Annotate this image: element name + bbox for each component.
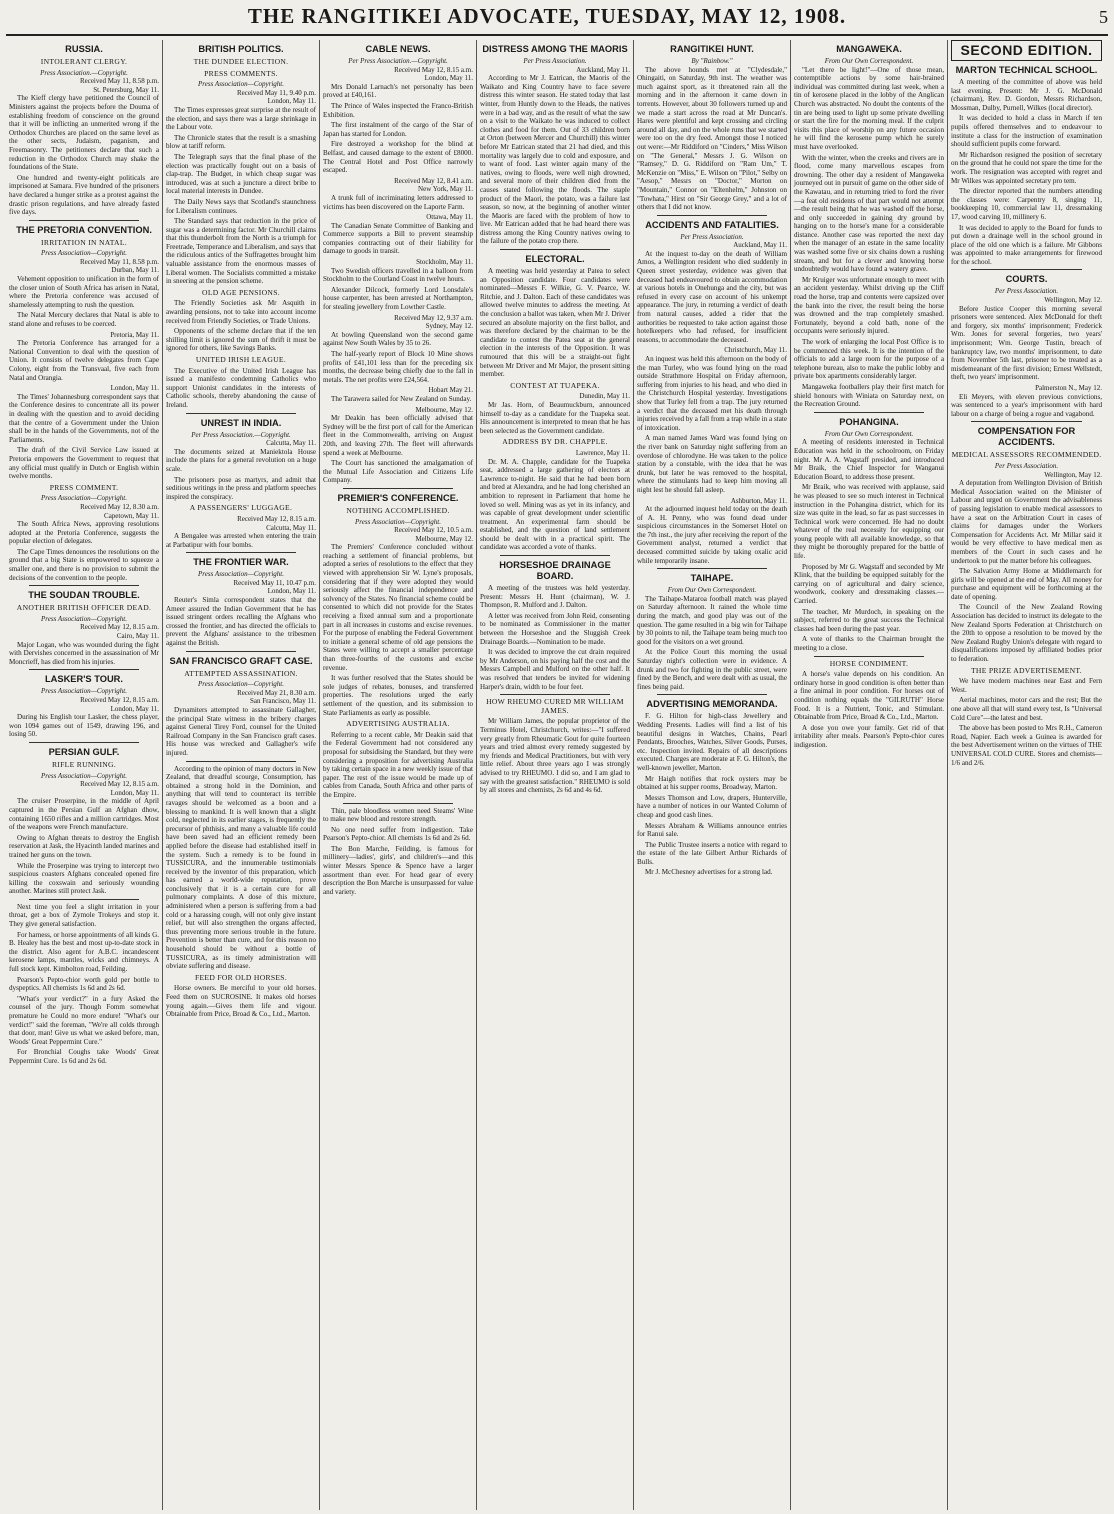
paragraph: Dr. M. A. Chapple, candidate for the Tuapeka seat, addressed a large gathering of electors at Lawrence to-night. He said that he had been born and bred at Alexandra, and he had long cherished an ambition to represent in Parliament that home he loved so well. Mining was as yet in its infancy, and was capable of great development under scientific treatment. An experimental farm should be established, and the question of land settlement should be dealt with in a practical spirit. The candidate was accorded a vote of thanks. [480, 457, 630, 552]
headline-rangitikei-hunt: RANGITIKEI HUNT. [670, 44, 754, 54]
divider [29, 669, 139, 670]
paragraph: The Premiers' Conference concluded without reaching a settlement of financial problems, but adopted a series of resolutions to the effect that they viewed with apprehension Sir W. Lyne's proposals, considering that if they were adopted they would seriously affect the financial independence and solvency of the States. No financial scheme could be consented to which did not provide for the States receiving a fixed annual sum and a proportionate part in all increases in customs and excise revenues. For the purpose of enabling the Federal Government to initiate a general scheme of old age pensions the States were willing to accept a smaller percentage than three-fourths of the customs and excise revenue. [323, 543, 473, 672]
dateline: Stockholm, May 11. [416, 258, 473, 267]
subhead: OLD AGE PENSIONS. [202, 287, 280, 297]
column-5 [634, 40, 791, 1510]
subhead: RIFLE RUNNING. [51, 759, 117, 769]
paragraph: The Natal Mercury declares that Natal is able to stand alone and refuses to be coerced. [9, 311, 159, 329]
divider [971, 269, 1082, 270]
divider [343, 488, 453, 489]
subhead: THE DUNDEE ELECTION. [193, 57, 289, 66]
paragraph: It was decided to apply to the Board for funds to put down a drainage well in the school ground in place of the old one which is a failure. Mr Gibbons was appointed to make arrangements for firewood for the school. [951, 223, 1102, 266]
subhead: INTOLERANT CLERGY. [40, 57, 128, 66]
paragraph: Thin, pale bloodless women need Steams' Wine to make new blood and restore strength. [323, 806, 473, 824]
subhead: NOTHING ACCOMPLISHED. [346, 505, 450, 515]
paragraph: Major Logan, who was wounded during the fight with Dervishes concerned in the assassination of Mr Moncrieff, has died from his injuries. [9, 640, 159, 666]
credit-line: Press Association—Copyright. [41, 494, 127, 503]
divider [657, 568, 767, 569]
paragraph: "What's your verdict?" in a fury Asked the counsel of the jury. Though Fomm somewhat premature he Could no more endure! "What's our verdict!" said the foreman, "We're all colds through that door, man! Give us what we asked before, man, Woods' Great Peppermint Cure." [9, 994, 159, 1046]
paragraph: An inquest was held this afternoon on the body of the man Turley, who was found lying on the road outside Strathmore Hospital on Friday afternoon, suffering from injuries to his head, and who died in the Christchurch Hospital yesterday. Investigations show that Turley fell from a trap. The jury returned a verdict that the deceased met his death through injuries received by a fall from a trap while in a state of intoxication. [637, 355, 787, 432]
paragraph: The half-yearly report of Block 10 Mine shows profits of £41,101 less than for the preceding six months, the decrease being chiefly due to the fall in metals. The net profits were £24,564. [323, 350, 473, 384]
dateline: Durban, May 11. [111, 266, 159, 275]
paragraph: A meeting was held yesterday at Patea to select an Opposition candidate. Four candidates were nominated—Messrs F. Wilkie, G. V. Pearce, W. Ritchie, and J. Dalton. Each of these candidates was allowed twelve minutes to address the meeting. At the conclusion a ballot was taken, when Mr J. Driver secured an absolute majority on the first ballot, and was therefore declared by the chairman to be the candidate to contest the Patea seat at the general election in the interests of the Opposition. It was rumoured that this will be a straight-out fight between Mr Driver and Mr Major, the present sitting member. [480, 267, 630, 379]
divider [814, 656, 924, 657]
paragraph: A man named James Ward was found lying on the river bank on Saturday night suffering from an overdose of chlorodyne. He was taken to the police station by a constable, with the idea that he was drunk, but later he was removed to the hospital, where the stimulants had to keep him moving all night lest he should fall asleep. [637, 434, 787, 494]
column-1 [6, 40, 163, 1510]
paragraph: Referring to a recent cable, Mr Deakin said that the Federal Government had not considered any proposal for subsidising the Standard, but they were considering a proposition for advertising Australia by taking certain space in a new weekly issue of that paper. The rest of the issue would be made up of cables from Canada, South Africa and other parts of the Empire. [323, 730, 473, 799]
paragraph: The Prince of Wales inspected the Franco-British Exhibition. [323, 101, 473, 119]
headline-graft-case: SAN FRANCISCO GRAFT CASE. [169, 655, 313, 666]
paragraph: A meeting of the trustees was held yesterday. Present: Messrs H. Hunt (chairman), W. J. Thompson, R. Mulford and J. Dalton. [480, 584, 630, 610]
headline-compensation: COMPENSATION FOR ACCIDENTS. [977, 426, 1076, 448]
paragraph: It was decided to hold a class in March if ten pupils offered themselves and to endeavour to institute a class for the instruction of examination should sufficient pupils come forward. [951, 114, 1102, 149]
paragraph: Before Justice Cooper this morning several prisoners were sentenced. Alex McDonald for theft and forgery, six months' imprisonment; Frederick Wm. Jones for several forgeries, two years' imprisonment; Wm. George Tustin, breach of bankruptcy law, two months' imprisonment, to date from November 5th last, prisoner to be treated as a misdemeanant of the first division; Ernest Wellstedt, theft, two years' imprisonment. [951, 304, 1102, 382]
headline-cable-news: CABLE NEWS. [365, 44, 431, 54]
paragraph: Mr Richardson resigned the position of secretary on the ground that he could not spare the time for the work. The resignation was accepted with regret and Mr Wilkes was appointed secretary pro tem. [951, 150, 1102, 185]
dateline: Dunedin, May 11. [579, 392, 630, 401]
paragraph: At bowling Queensland won the second game against New South Wales by 35 to 26. [323, 330, 473, 348]
dateline: Received May 12, 8.30 a.m. [80, 502, 159, 511]
paragraph: Horse owners. Be merciful to your old horses. Feed them on SUCROSINE. It makes old horses young again.—Gives them life and vigour. Obtainable from Price, Broad & Co., Ltd., Marton. [166, 984, 316, 1019]
paragraph: The Public Trustee inserts a notice with regard to the estate of the late Gilbert Arthur Richards of Bulls. [637, 840, 787, 866]
divider [500, 694, 610, 695]
paragraph: We have modern machines near East and Fern West. [951, 677, 1102, 694]
dateline: Received May 11, 8.58 p.m. [79, 77, 159, 86]
paragraph: Messrs Thomson and Low, drapers, Hunterville, have a number of notices in our Wanted Column of cheap and good cash lines. [637, 793, 787, 819]
credit-line: From Our Own Correspondent. [667, 586, 757, 595]
divider [500, 249, 610, 250]
paragraph: The South Africa News, approving resolutions adopted at the Pretoria Conference, suggests the popular election of delegates. [9, 520, 159, 546]
paragraph: A meeting of residents interested in Technical Education was held in the schoolroom, on Friday night. Mr A. A. Wagstaff presided, and introduced Mr Braik, the Chief Inspector for Wanganui Education Board, to address those present. [794, 438, 944, 481]
divider [186, 552, 296, 553]
divider [29, 899, 139, 900]
paragraph: Pearson's Pepto-chior worth gold per bottle to dyspeptics. All chemists 1s 6d and 2s 6d. [9, 975, 159, 993]
dateline: Hobart May 21. [428, 386, 473, 395]
paragraph: The Council of the New Zealand Rowing Association has decided to instruct its delegate to the New Zealand Sports Federation at Christchurch on the 20th to oppose a resolution to be moved by the New Zealand Rugby Union's delegate with regard to disqualifications imposed by affiliated bodies prior to federation. [951, 603, 1102, 664]
paragraph: The Pretoria Conference has arranged for a National Convention to deal with the question of Union. It consists of twelve delegates from Cape Colony, eight from the Transvaal, five each from Natal and Orangia. [9, 339, 159, 382]
divider [657, 215, 767, 216]
divider [29, 220, 139, 221]
headline-premiers-conference: PREMIER'S CONFERENCE. [337, 492, 459, 503]
credit-line: From Our Own Correspondent. [824, 429, 914, 438]
subhead: ADVERTISING AUSTRALIA. [346, 719, 450, 729]
divider [29, 585, 139, 586]
subhead: PRESS COMMENT. [49, 482, 119, 492]
subhead: A PASSENGERS' LUGGAGE. [189, 503, 293, 513]
byline: By "Rainbow." [691, 57, 733, 65]
headline-advertising-memoranda: ADVERTISING MEMORANDA. [646, 699, 778, 710]
dateline: Received May 12, 8.15 a.m. [80, 623, 159, 632]
paragraph: Next time you feel a slight irritation in your throat, get a box of Zymole Trokeys and stop it. They give general satisfaction. [9, 902, 159, 929]
dateline: Ottawa, May 11. [426, 213, 473, 222]
paragraph: Mr J. McChesney advertises for a strong lad. [645, 868, 773, 877]
paragraph: The draft of the Civil Service Law issued at Pretoria empowers the Government to request that any official must qualify in Dutch or English within twelve months. [9, 446, 159, 481]
credit-line: Press Association.—Copyright. [40, 68, 128, 77]
paragraph: It was further resolved that the States should be sole judges of rebates, bonuses, and transferred properties. The resolutions urged the early settlement of the question, and its submission to State Parliaments as early as possible. [323, 674, 473, 717]
paragraph: The Executive of the United Irish League has issued a manifesto condemning Catholics who support Unionist candidates in the interests of Catholic schools, thereby abandoning the cause of Ireland. [166, 366, 316, 409]
headline-british-politics: BRITISH POLITICS. [198, 44, 284, 54]
paragraph: The Standard says that reduction in the price of sugar was a determining factor. Mr Churchill claims that this thunderbolt from the North is a triumph for Freetrade, Temperance and Liberalism, and says that the ridiculous antics of the Suffragettes brought him valuable assistance from the enormous masses of Liberal women. The Socialists committed a mistake in sneering at the pension scheme. [166, 217, 316, 286]
paragraph: A deputation from Wellington Division of British Medical Association waited on the Minister of Labour and urged on Government the advisableness of passing legislation to enable medical assessors to have a seat on the Arbitration Court in cases of claims for damages under the Workers Compensation for Accidents Act. Mr Millar said it would be very effective to have medical men as members of the Court in such cases and he undertook to put the matter before his colleagues. [951, 479, 1102, 565]
paragraph: The Telegraph says that the final phase of the election was practically fought out on a basis of clap-trap. The Budget, in which cheap sugar was introduced, was at such a juncture a direct bribe to local material interests in Dundee. [166, 152, 316, 196]
dateline: Received May 21, 8.30 a.m. [237, 688, 316, 697]
paragraph: Opponents of the scheme declare that if the ten shilling limit is ignored the sum of thrift it must be ignored for others, like Savings Banks. [166, 327, 316, 353]
paragraph: Owing to Afghan threats to destroy the English reservation at Jask, the Hyacinth landed marines and trained her guns on the town. [9, 833, 159, 859]
paragraph: Mrs Donald Larnach's net personalty has been proved at £40,161. [323, 82, 473, 100]
column-6 [791, 40, 948, 1510]
paragraph: The Bon Marche, Feilding, is famous for millinery—ladies', girls', and children's—and this winter Messrs Spence & Spence have a larger assortment than ever. For head gear of every description the Bon Marche is unsurpassed for value and variety. [323, 844, 473, 896]
credit-line: Press Association—Copyright. [198, 570, 284, 579]
paragraph: It was decided to improve the cut drain required by Mr Anderson, on his paying half the cost and the Messrs Campbell and Mulford on the other half. It was resolved that tenders be invited for widening Harper's drain, width to be four feet. [480, 648, 630, 691]
paragraph: The Cape Times denounces the resolutions on the ground that a big State is empowered to squeeze a smaller one, and there is no provision to submit the decisions of the convention to the people. [9, 547, 159, 582]
paragraph: The Chronicle states that the result is a smashing blow at tariff reform. [166, 133, 316, 151]
paragraph: Mr Jas. Horn, of Beaumuckburn, announced himself to-day as a candidate for the Tuapeka seat. His announcement is interpreted to mean that he has been selected as the Government candidate. [480, 400, 630, 435]
headline-courts: COURTS. [1005, 274, 1048, 285]
headline-frontier-war: THE FRONTIER WAR. [193, 557, 289, 568]
subhead: IRRITATION IN NATAL. [41, 237, 127, 247]
paragraph: Mangaweka footballers play their first match for shield honours with Winiata on Saturday next, on the Recreation Ground. [794, 382, 944, 409]
dateline: Lawrence, May 11. [575, 448, 630, 457]
dateline: Auckland, May 11. [733, 241, 787, 250]
subhead: UNITED IRISH LEAGUE. [195, 355, 287, 364]
dateline: London, May 11. [110, 788, 159, 797]
credit-line: Press Association—Copyright. [198, 680, 284, 689]
subhead: FEED FOR OLD HORSES. [194, 972, 288, 982]
credit-line: Press Association—Copyright. [41, 614, 127, 623]
paragraph: With the winter, when the creeks and rivers are in flood, come many marvellous escapes from drowning. The other day a resident of Mangaweka journeyed out in pursuit of game on the other side of the Kawatau, and in returning tried to ford the river—a feat old residents of that part would not attempt—the result being that he was washed off the horse, and only succeeded in gaining dry ground by hanging on to the horse's mane for a considerable distance. Another case was reported the next day when the manager of an estate in the same locality was washed some five or six chains down a rushing stream, and but for a clever and knowing horse undoubtedly would have found a watery grave. [794, 153, 944, 274]
paragraph: The Daily News says that Scotland's staunchness for Liberalism continues. [166, 197, 316, 215]
subhead: HORSE CONDIMENT. [829, 658, 909, 668]
column-4 [477, 40, 634, 1510]
dateline: London, May 11. [110, 384, 159, 393]
credit-line: Press Association—Copyright. [355, 517, 441, 526]
dateline: New York, May 11. [418, 185, 473, 194]
paragraph: The Times expresses great surprise at the result of the election, and says there was a large shrinkage in the Labour vote. [166, 105, 316, 132]
paragraph: The work of enlarging the local Post Office is to be commenced this week. It is the intention of the officials to add a large room for the purpose of a telephone bureau, also to make the public lobby and private box apartments considerably larger. [794, 338, 944, 381]
headline-persian-gulf: PERSIAN GULF. [48, 746, 120, 757]
credit-line: Per Press Association. [523, 57, 587, 65]
subhead: ADDRESS BY DR. CHAPPLE. [502, 437, 608, 447]
paragraph: According to the opinion of many doctors in New Zealand, that dreadful scourge, Consumption, has obtained a strong hold in the Dominion, and anything that will tend to counteract its terrible ravages should be welcomed as a boon and a blessing to mankind. It is well known that a slight cold, neglected in its earlier stages, is frequently the precursor of phthisis, and many a valuable life could have been saved had an efficient remedy been applied before the disease had established itself in the system. Such a remedy is to be found in TUSSICURA, and the innumerable testimonials received by the inventor of this preparation, which has earned a world-wide reputation, prove conclusively that it is a certain cure for all pulmonary complaints. A dose of this mixture, administered when a person is suffering from a bad cold or a harassing cough, will not only give instant relief, but will also strengthen the organs affected, thus preventing more serious trouble in the future. Prevention is better than cure, and for this reason no household should be without a bottle of TUSSICURA, as its timely administration will obviate suffering and disease. [166, 764, 316, 971]
subhead: HOW RHEUMO CURED MR WILLIAM JAMES. [486, 697, 624, 715]
dateline: Received May 12, 8.15 a.m. [80, 780, 159, 789]
dateline: Christchurch, May 11. [724, 346, 787, 355]
headline-maori-distress: DISTRESS AMONG THE MAORIS [482, 44, 628, 54]
dateline: London, May 11. [424, 74, 473, 83]
dateline: Received May 12, 9.37 a.m. [394, 313, 473, 322]
paragraph: For harness, or horse appointments of all kinds G. B. Healey has the best and most up-to-date stock in the district. Also agent for A.B.C. incandescent kerosene lamps, mantles, wicks and chimneys. A full stock kept. Kimbolton road, Feilding. [9, 930, 159, 974]
headline-soudan: THE SOUDAN TROUBLE. [28, 590, 140, 601]
credit-line: Press Association—Copyright. [41, 687, 127, 696]
paragraph: The cruiser Proserpine, in the middle of April captured in the Persian Gulf an Afghan dhow, containing 1650 rifles and a million cartridges. Most of the weapons were French manufacture. [9, 797, 159, 832]
page-number: 5 [1099, 7, 1108, 27]
paragraph: Two Swedish officers travelled in a balloon from Stockholm to the Courland Coast in twelve hours. [323, 266, 473, 284]
subhead: MEDICAL ASSESSORS RECOMMENDED. [951, 450, 1102, 460]
dateline: Received May 11, 8.58 p.m. [79, 257, 159, 266]
paragraph: One hundred and twenty-eight politicals are imprisoned at Samara. Five hundred of the prisoners have declared a hunger strike as a protest against the drastic prison regulations, and have already fasted five days. [9, 173, 159, 217]
paragraph: Mr Deakin has been officially advised that Sydney will be the first port of call for the American fleet in the Commonwealth, arriving on August 20th, and leaving 27th. The fleet will afterwards spend a week at Melbourne. [323, 414, 473, 457]
credit-line: Per Press Association.—Copyright. [191, 430, 291, 439]
paragraph: Mr Haigh notifies that rock oysters may be obtained at his supper rooms, Broadway, Marton. [637, 774, 787, 792]
dateline: London, May 11. [110, 704, 159, 713]
dateline: Received May 11, 9.40 p.m. [236, 88, 316, 97]
paragraph: The Court has sanctioned the amalgamation of the Mutual Life Association and Citizens Life Company. [323, 459, 473, 485]
dateline: Melbourne, May 12. [415, 534, 473, 543]
credit-line: From Our Own Correspondent. [824, 57, 914, 65]
headline-unrest-india: UNREST IN INDIA. [200, 417, 282, 428]
paragraph: For Bronchial Coughs take Woods' Great Peppermint Cure. 1s 6d and 2s 6d. [9, 1048, 159, 1065]
subhead: THE PRIZE ADVERTISEMENT. [970, 665, 1082, 675]
dateline: London, May 11. [267, 587, 316, 596]
paragraph: Alexander Dilcock, formerly Lord Lonsdale's house carpenter, has been arrested at Northampton, for stealing jewellery from Lowther Castle. [323, 285, 473, 312]
dateline: Received May 12, 8.15 a.m. [394, 65, 473, 74]
masthead [6, 4, 1108, 36]
dateline: Pretoria, May 11. [110, 330, 159, 339]
dateline: Received May 12, 10.5 a.m. [394, 526, 473, 535]
paragraph: Mr Kruiger was unfortunate enough to meet with an accident yesterday. Whilst driving up the Cliff road the horse, trap and contents were capsized over the bank into the river, the result being the horse was drowned and the trap completely smashed. Fortunately, beyond a cold bath, none of the occupants were seriously injured. [794, 275, 944, 336]
headline-mangaweka: MANGAWEKA. [836, 44, 902, 54]
dateline: London, May 11. [267, 97, 316, 106]
divider [657, 694, 767, 695]
column-2 [163, 40, 320, 1510]
subhead: CONTEST AT TUAPEKA. [510, 380, 600, 390]
paragraph: At the Police Court this morning the usual Saturday night's collection were in evidence. A drunk and two for fighting in the public street, were fined by the Bench, and were dealt with as usual, the fines being paid. [637, 648, 787, 691]
dateline: Received May 11, 10.47 p.m. [233, 578, 316, 587]
paragraph: The teacher, Mr Murdoch, in speaking on the subject, referred to the great success the Technical classes had been during the past year. [794, 607, 944, 633]
credit-line: Press Association—Copyright. [198, 80, 284, 89]
paragraph: A letter was received from John Reid, consenting to be nominated as Commissioner in the matter between the Horseshoe and the Sluggish Creek Drainage Boards.—Nomination to be made. [480, 611, 630, 646]
dateline: Wellington, May 12. [1044, 470, 1102, 479]
paragraph: At the inquest to-day on the death of William Amos, a Wellington resident who died suddenly in Queen street yesterday, evidence was given that deceased had endeavoured to obtain accommodation at various hotels in Onehunga and the city, but was refused in every case on account of his unkempt appearance. The jury, in returning a verdict of death from natural causes, added a rider that the authorities be requested to take action against those hotelkeepers who had refused, for insufficient reasons, to accommodate the deceased. [637, 249, 787, 344]
dateline: Wellington, May 12. [1044, 296, 1102, 305]
subhead: ATTEMPTED ASSASSINATION. [184, 668, 298, 678]
paragraph: Proposed by Mr G. Wagstaff and seconded by Mr Klink, that the building be equipped suitably for the carrying on of agricultural and dairy science, woodwork, cookery and dressmaking classes.—Carried. [794, 562, 944, 606]
second-edition-banner: SECOND EDITION. [951, 40, 1102, 61]
credit-line: Per Press Association.—Copyright. [348, 57, 448, 65]
paragraph: A Bengalee was arrested when entering the train at Parbatipur with four bombs. [166, 532, 316, 549]
credit-line: Per Press Association. [994, 461, 1059, 470]
paragraph: The Kieff clergy have petitioned the Council of Ministers against the projects before the Douma of establishing freedom of conscience on the ground that it will be inflicting an unmerited wrong if the Orthodox Churches are placed on the same level as the other sects, Judaism, paganism, and Freemasonry. The petitioners declare that such a reduction in the Orthodox Church may shake the foundations of the State. [9, 94, 159, 172]
paragraph: The Canadian Senate Committee of Banking and Commerce supports a Bill to prevent steamship companies contracting out of their liability for damage to goods in transit. [323, 221, 473, 256]
paragraph: F. G. Hilton for high-class Jewellery and Wedding Presents. Ladies will find a list of his beautiful designs in Watches, Chains, Pearl Pendants, Brooches, Watches, Silver Goods, Purses, etc. Inspection invited. Repairs of all descriptions executed. Charges are moderate at F. G. Hilton's, the well-known jeweller, Marton. [637, 712, 787, 772]
dateline: Received May 12, 8.41 a.m. [394, 176, 473, 185]
column-7 [948, 40, 1105, 1510]
paragraph: During his English tour Lasker, the chess player, won 1094 games out of 1549, drawing 196, and losing 50. [9, 713, 159, 739]
dateline: Palmerston N., May 12. [1035, 384, 1102, 392]
headline-lasker: LASKER'S TOUR. [45, 674, 123, 685]
dateline: Capetown, May 11. [104, 511, 159, 520]
dateline: Received May 12, 8.15 a.m. [237, 514, 316, 523]
paragraph: At the adjourned inquest held today on the death of A. H. Penny, who was found dead under suspicious circumstances in the Somerset Hotel on the 7th inst., the jury after receiving the report of the Government analyst, returned a verdict that deceased committed suicide by taking oxalic acid while temporarily insane. [637, 505, 787, 565]
paragraph: Reuter's Simla correspondent states that the Ameer assured the Indian Government that he has issued stringent orders recalling the Afghans who crossed the frontier, and has directed the officials to prevent the Afghans' assistance to the tribesmen against the British. [166, 596, 316, 648]
paragraph: Mr William James, the popular proprietor of the Terminus Hotel, Christchurch, writes:—"I suffered very greatly from Rheumatic Gout for quite fourteen years and tried almost every remedy suggested by my friends and Medical Practitioners, but with very little relief. About three years ago I was strongly advised to try RHEUMO. I did so, and I am glad to say with the greatest satisfaction." RHEUMO is sold by all stores and chemists, 2s 6d and 4s 6d. [480, 717, 630, 795]
dateline: Auckland, May 11. [576, 65, 630, 74]
dateline: San Francisco, May 11. [249, 697, 316, 706]
dateline: Ashburton, May 11. [730, 496, 787, 505]
columns [6, 40, 1108, 1510]
paragraph: The Times' Johannesburg correspondent says that the Conference desires to concentrate all its power in dealing with the question and to avoid deciding that the centre of a Government under the Union shall be in the hands of the Governments, not of the Parliaments. [9, 392, 159, 444]
dateline: Sydney, May 12. [425, 322, 473, 331]
paragraph: A meeting of the committee of above was held last evening. Present: Mr J. G. McDonald (chairman), Rev. D. Gordon, Messrs Richardson, Mossman, Dulby, Purnell, Wilkes (local director). [951, 78, 1102, 112]
paragraph: The documents seized at Maniektola House include the plans for a general revolution on a huge scale. [166, 447, 316, 473]
headline-pretoria: THE PRETORIA CONVENTION. [16, 224, 152, 235]
paragraph: Eli Meyers, with eleven previous convictions, was sentenced to a year's imprisonment with hard labour on a charge of being a rogue and vagabond. [951, 392, 1102, 418]
divider [186, 413, 296, 414]
credit-line: Per Press Association. [994, 287, 1059, 296]
divider [29, 742, 139, 743]
credit-line: Press Association—Copyright. [41, 249, 127, 258]
divider [971, 421, 1082, 422]
dateline: Cairo, May 11. [116, 632, 159, 641]
paragraph: The Friendly Societies ask Mr Asquith in awarding pensions, not to take into account income received from Friendly Societies, or Trade Unions. [166, 299, 316, 325]
dateline: Received May 12, 8.15 a.m. [80, 696, 159, 704]
headline-accidents: ACCIDENTS AND FATALITIES. [645, 219, 779, 230]
paragraph: The director reported that the numbers attending the classes were: Carpentry 8, singing 11, bookkeeping 10, commercial law 11, dressmaking 17, wood carving 10, millinery 6. [951, 187, 1102, 221]
divider [814, 412, 924, 413]
paragraph: "Let there be light!"—One of those mean, contemptible actions by some hair-brained individual was committed during last week, when a tin of kerosene placed in the lobby of the Anglican Church was abstracted. No doubt the contents of the tin are being used to light up some private dwelling or start the fire for the morning meal. If the culprit visits this place of worship on any future occasion he will find the kerosene pump which he surely must have overlooked. [794, 65, 944, 151]
paragraph: Dynamiters attempted to assassinate Gallagher, the principal State witness in the bribery charges against General Tirey Ford, counsel for the United Railroad Company in the San Francisco graft cases. His house was wrecked and Gallagher's wife injured. [166, 706, 316, 757]
paragraph: While the Proserpine was trying to intercept two suspicious coasters Afghans concealed opened fire killing the coxswain and seriously wounding another. Marines still protect Jask. [9, 861, 159, 896]
paragraph: No one need suffer from indigestion. Take Pearson's Pepto-chior. All chemists 1s 6d and 2s 6d. [323, 825, 473, 843]
headline-marton-technical: MARTON TECHNICAL SCHOOL. [955, 65, 1098, 75]
subhead: PRESS COMMENTS. [204, 68, 278, 78]
newspaper-title: THE RANGITIKEI ADVOCATE, TUESDAY, MAY 12, 1908. [247, 4, 847, 28]
credit-line: Per Press Association. [680, 232, 744, 241]
credit-line: Press Association—Copyright. [41, 771, 127, 780]
dateline: Calcutta, May 11. [266, 439, 316, 448]
paragraph: The Tarawera sailed for New Zealand on Sunday. [331, 394, 472, 403]
paragraph: Vehement opposition to unification in the form of the closer union of South Africa has arisen in Natal, where the Pretoria conference was accused of shamelessly attempting to rush the question. [9, 275, 159, 309]
headline-russia: RUSSIA. [65, 44, 103, 54]
paragraph: The prisoners pose as martyrs, and admit that seditious writings in the press and platform speeches inspired the conspiracy. [166, 475, 316, 501]
paragraph: Fire destroyed a workshop for the blind at Belfast, and caused damage to the extent of £8000. The Central Hotel and Post Office narrowly escaped. [323, 140, 473, 175]
headline-pohangina: POHANGINA. [839, 416, 899, 427]
paragraph: The Salvation Army Home at Middlemarch for girls will be opened at the end of May. All money for purchase and equipment will be forthcoming at the date of opening. [951, 567, 1102, 601]
paragraph: Mr Braik, who was received with applause, said he was pleased to see so much interest in Technical instruction in the Pohangina district, which for its size was quite in the lead, so far as past successes in Technical work were concerned. He had no doubt whatever of the real necessity for equipping our young people with all available knowledge, so that they might be thoroughly prepared for the battle of life. [794, 483, 944, 561]
paragraph: Messrs Abraham & Williams announce entries for Ranui sale. [637, 821, 787, 839]
paragraph: A vote of thanks to the Chairman brought the meeting to a close. [794, 635, 944, 652]
paragraph: According to Mr J. Eatrican, the Maoris of the Waikato and King Country have to face severe distress this winter season. He stated today that last winter, from Huntly down to the Heads, the natives were in a bad way, and as the result of what the saw on a visit to the Waikato he was induced to collect clothes and food for them. Out of 33 children born at Orton (between Mercer and Churchill) this winter before Mr Eatrican stated that 21 had died, and this mortality was largely due to cold and exposure, and to want of food. Last winter again many of the natives, owing to floods, were well nigh drowned, and several more of their children died from the causes stated following the floods. The staple product of the Maori, the potato, was a failure last season, so now, at the beginning of another winter the Maoris are faced with the problem of how to live. Mr Eatrican added that he had heard there was distress among the King Country natives owing to the failure of the potato crop there. [480, 74, 630, 246]
paragraph: Aerial machines, motor cars and the rest; But the one above all that will stand every test, Is "Universal Cold Cure"—the latest and best. [951, 696, 1102, 722]
column-3 [320, 40, 477, 1510]
dateline: Calcutta, May 11. [266, 523, 316, 532]
headline-electoral: ELECTORAL. [525, 254, 585, 265]
divider [343, 803, 453, 804]
paragraph: A trunk full of incriminating letters addressed to victims has been discovered on the Laporte Farm. [323, 193, 473, 211]
headline-horseshoe-drainage: HORSESHOE DRAINAGE BOARD. [499, 560, 611, 582]
divider [186, 761, 296, 762]
paragraph: The above hounds met at "Clydesdale," Ohingaiti, on Saturday, 9th inst. The weather was much against sport, as it threatened rain all the morning and in the afternoon it came down in torrents. However, about 30 followers turned up and we made a start across the road at Mr Duncan's. Hares were plentiful and kept crossing and circling around all day, and on the whole runs that we started were too on the dry feed. Amongst those I noticed out were:—Mr Riddiford on "Cinders," Miss Wilson on "The General," Messrs J. G. Wilson on "Ramsey," D. G. Riddiford on "Ram Um," T. McKenzie on "Miss," E. Wilson on "Pilot," Selby on "Aesop," Messrs on "Doctor," Morton on "Mountain," Connor on "Eltenhelm," Johnston on "Towhata," Hirst on "Sir George Grey," and a lot of others that I did not know. [637, 65, 787, 212]
paragraph: The Taihape-Mataroa football match was played on Saturday afternoon. It rained the whole time during the match, and good play was out of the question. The game resulted in a big win for Taihape by 30 points to nil, the Taihape team being much too good for the visitors on a wet ground. [637, 594, 787, 646]
subhead: ANOTHER BRITISH OFFICER DEAD. [16, 603, 152, 613]
paragraph: A horse's value depends on his condition. An ordinary horse in good condition is often better than a fine animal in poor condition. For horses out of condition nothing equals the "GILRUTH" Horse Food. It is a Nutrient, Tonic, and Stimulant. Obtainable from Price, Broad & Co., Ltd., Marton. [794, 670, 944, 722]
dateline: St. Petersburg, May 11. [93, 85, 159, 94]
paragraph: The first instalment of the cargo of the Star of Japan has started for London. [323, 121, 473, 138]
divider [500, 555, 610, 556]
divider [186, 651, 296, 652]
paragraph: A dose you owe your family. Get rid of that irritability after meals. Pearson's Pepto-chior cures indigestion. [794, 723, 944, 749]
paragraph: The above has been posted to Mrs R.H., Cameron Road, Napier. Each week a Guinea is awarded for the best Advertisement written on the virtues of THE UNIVERSAL COLD CURE. Stores and chemists—1/6 and 2/6. [951, 724, 1102, 767]
headline-taihape: TAIHAPE. [690, 573, 734, 584]
dateline: Melbourne, May 12. [415, 405, 473, 414]
